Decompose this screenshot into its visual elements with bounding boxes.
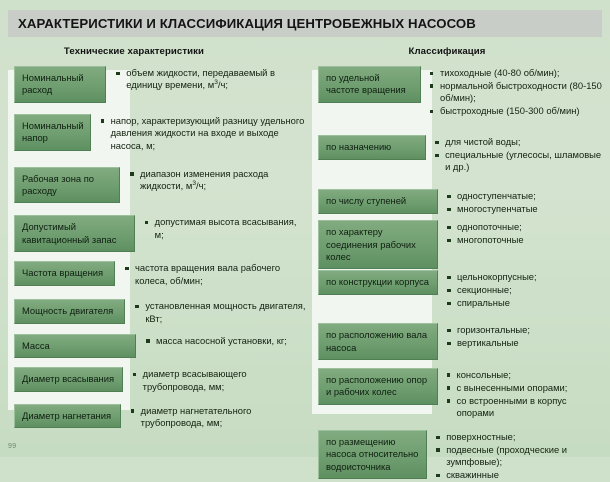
page-number: 99 (8, 443, 17, 450)
right-column-heading: Классификация (408, 46, 486, 57)
category-label-box[interactable]: Частота вращения (14, 261, 115, 285)
category-label-box[interactable]: по характеру соединения рабочих колес (318, 220, 438, 269)
spec-row (8, 167, 306, 204)
spec-row (312, 323, 606, 360)
detail-bullet-item: специальные (углесосы, шламовые и др.) (434, 149, 606, 174)
category-label-box[interactable]: по размещению насоса относительно водоисточника (318, 430, 427, 479)
page-title: ХАРАКТЕРИСТИКИ И КЛАССИФИКАЦИЯ ЦЕНТРОБЕЖНЫХ НАСОСОВ (18, 16, 476, 31)
left-rows-container (8, 66, 306, 430)
detail-bullet-item: для чистой воды; (434, 136, 606, 148)
category-label-box[interactable]: Диаметр нагнетания (14, 404, 121, 428)
detail-bullet-list (429, 66, 606, 118)
detail-bullet-list (100, 114, 306, 153)
category-label-box[interactable]: по числу ступеней (318, 189, 438, 213)
category-label-box[interactable]: по расположению вала насоса (318, 323, 438, 360)
category-label-box[interactable]: по удельной частоте вращения (318, 66, 421, 103)
detail-bullet-item: диаметр нагнетательного трубопровода, мм; (130, 405, 306, 430)
left-column-heading: Технические характеристики (63, 46, 205, 57)
detail-bullet-item: однопоточные; (446, 221, 606, 233)
detail-bullet-item: частота вращения вала рабочего колеса, об/мин; (124, 262, 306, 287)
detail-bullet-list (435, 430, 606, 482)
spec-row (8, 367, 306, 393)
detail-bullet-item: подвесные (проходческие и зумпфовые); (435, 444, 606, 469)
slide-title-bar (8, 10, 602, 37)
detail-bullet-list (446, 270, 606, 310)
detail-bullet-list (145, 334, 306, 348)
detail-bullet-item: объем жидкости, передаваемый в единицу времени, $м^3/ч$; (115, 67, 306, 92)
spec-row (8, 114, 306, 153)
spec-row (8, 299, 306, 325)
detail-bullet-list (134, 299, 306, 325)
detail-bullet-item: горизонтальные; (446, 324, 606, 336)
spec-row (312, 66, 606, 118)
detail-bullet-item: масса насосной установки, кг; (145, 335, 306, 347)
spec-row (8, 261, 306, 287)
category-label-box[interactable]: Диаметр всасывания (14, 367, 123, 391)
detail-bullet-list (115, 66, 306, 92)
spec-row (312, 430, 606, 482)
detail-bullet-list (446, 220, 606, 247)
detail-bullet-list (132, 367, 306, 393)
category-label-box[interactable]: Рабочая зона по расходу (14, 167, 120, 204)
detail-bullet-list (129, 167, 306, 193)
detail-bullet-item: диапазон изменения расхода жидкости, $м^3/ч$; (129, 168, 306, 193)
detail-bullet-item: цельнокорпусные; (446, 271, 606, 283)
detail-bullet-item: поверхностные; (435, 431, 606, 443)
classification-column (312, 46, 606, 482)
detail-bullet-item: секционные; (446, 284, 606, 296)
category-label-box[interactable]: Мощность двигателя (14, 299, 125, 323)
spec-row (312, 220, 606, 269)
technical-characteristics-column (8, 46, 306, 430)
category-label-box[interactable]: по назначению (318, 135, 426, 159)
detail-bullet-list (144, 215, 306, 241)
spec-row (8, 66, 306, 103)
detail-bullet-item: многоступенчатые (446, 203, 606, 215)
detail-bullet-list (434, 135, 606, 174)
detail-bullet-item: одноступенчатые; (446, 190, 606, 202)
detail-bullet-item: с вынесенными опорами; (446, 382, 607, 394)
spec-row (8, 215, 306, 252)
category-label-box[interactable]: Номинальный расход (14, 66, 106, 103)
spec-row (312, 189, 606, 216)
detail-bullet-item: допустимая высота всасывания, м; (144, 216, 306, 241)
detail-bullet-list (130, 404, 306, 430)
detail-bullet-item: вертикальные (446, 337, 606, 349)
detail-bullet-item: установленная мощность двигателя, кВт; (134, 300, 306, 325)
detail-bullet-list (446, 323, 606, 350)
category-label-box[interactable]: по расположению опор и рабочих колес (318, 368, 438, 405)
detail-bullet-list (446, 368, 607, 420)
right-rows-container (312, 66, 606, 482)
detail-bullet-item: быстроходные (150-300 об/мин) (429, 105, 606, 117)
category-label-box[interactable]: Допустимый кавитационный запас (14, 215, 135, 252)
detail-bullet-item: тихоходные (40-80 об/мин); (429, 67, 606, 79)
detail-bullet-item: напор, характеризующий разницу удельного давления жидкости на входе и выходе насоса, м; (100, 115, 306, 152)
detail-bullet-item: со встроенными в корпус опорами (446, 395, 607, 420)
detail-bullet-list (124, 261, 306, 287)
detail-bullet-item: скважинные (435, 469, 606, 481)
detail-bullet-item: диаметр всасывающего трубопровода, мм; (132, 368, 306, 393)
spec-row (312, 368, 606, 420)
detail-bullet-item: нормальной быстроходности (80-150 об/мин); (429, 80, 606, 105)
detail-bullet-item: многопоточные (446, 234, 606, 246)
spec-row (312, 135, 606, 174)
detail-bullet-list (446, 189, 606, 216)
category-label-box[interactable]: Масса (14, 334, 136, 358)
spec-row (8, 334, 306, 358)
spec-row (8, 404, 306, 430)
detail-bullet-item: консольные; (446, 369, 607, 381)
category-label-box[interactable]: Номинальный напор (14, 114, 91, 151)
spec-row (312, 270, 606, 310)
detail-bullet-item: спиральные (446, 297, 606, 309)
category-label-box[interactable]: по конструкции корпуса (318, 270, 438, 294)
